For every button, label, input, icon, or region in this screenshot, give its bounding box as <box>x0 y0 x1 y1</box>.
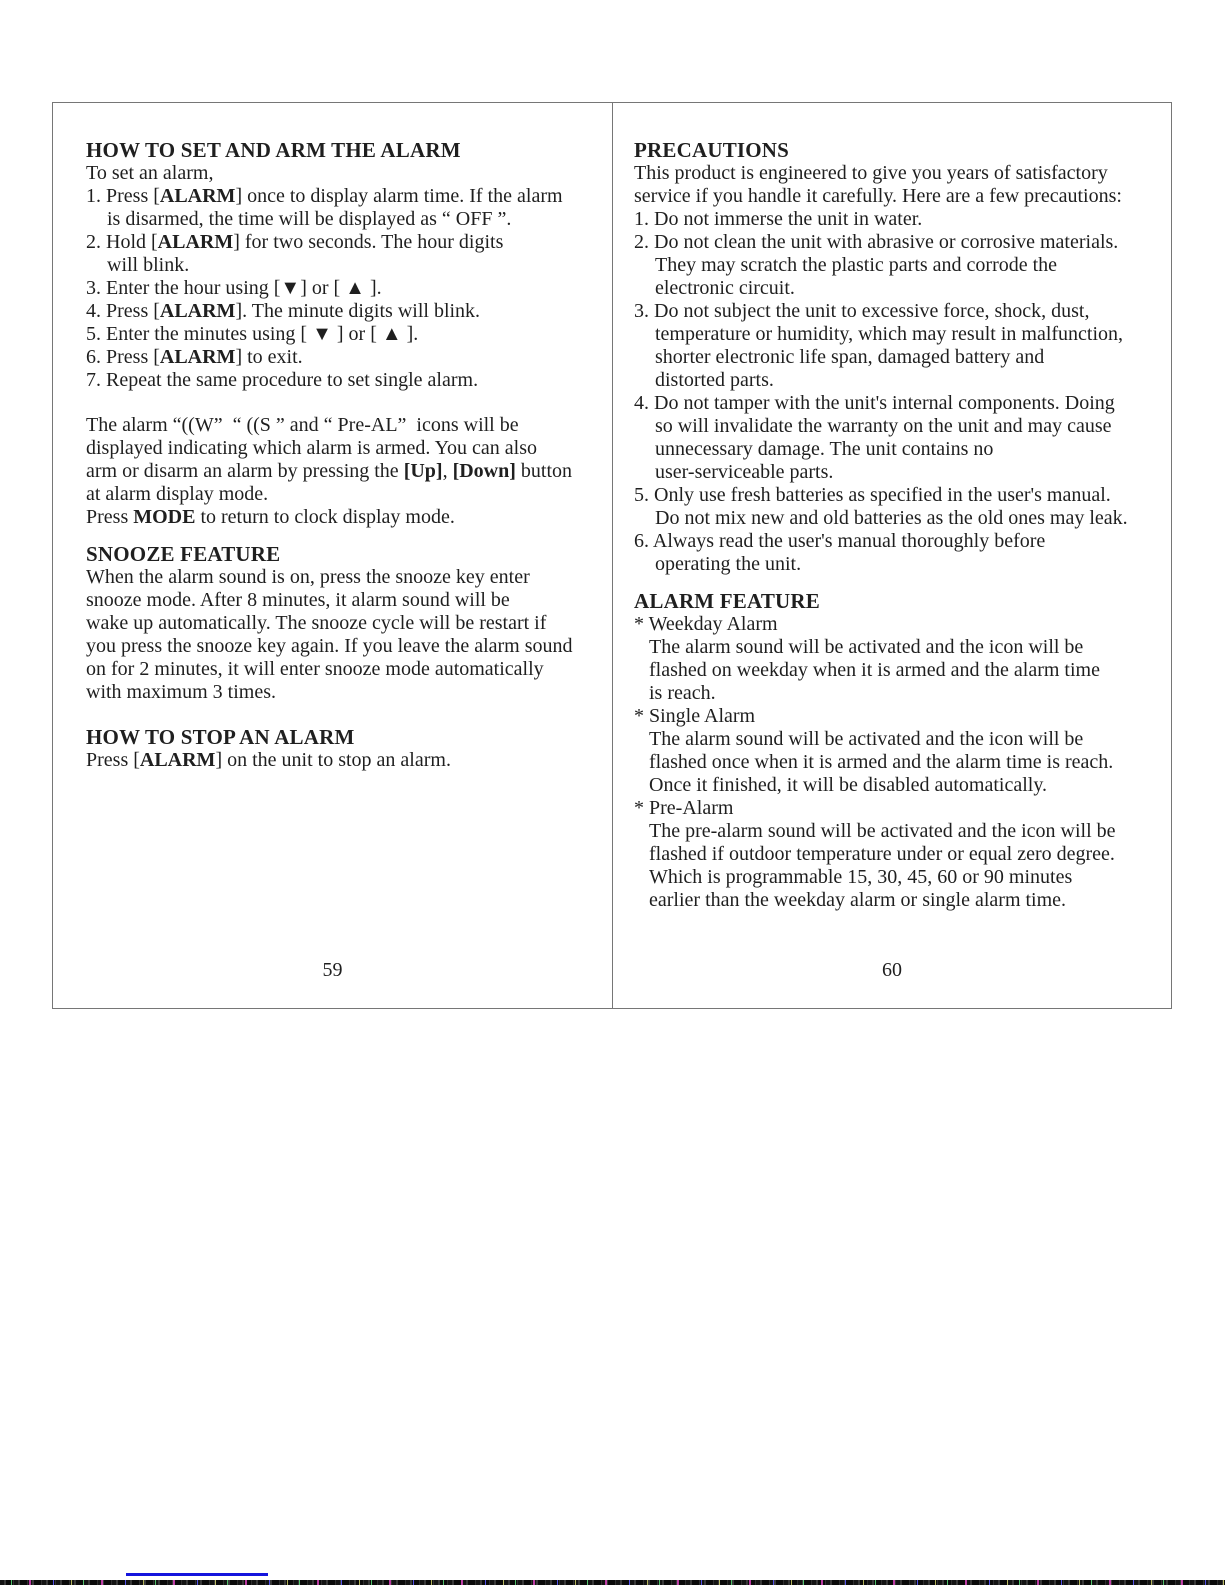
text-line <box>634 553 1171 576</box>
text-line <box>86 749 612 772</box>
text-run: shorter electronic life span, damaged battery and <box>655 346 1045 368</box>
section-heading <box>86 543 612 566</box>
text-run: service if you handle it carefully. Here are a few precautions: <box>634 185 1122 207</box>
text-run: unnecessary damage. The unit contains no <box>655 438 994 460</box>
text-line <box>634 415 1171 438</box>
text-run: 7. Repeat the same procedure to set single alarm. <box>86 369 479 391</box>
text-run: flashed on weekday when it is armed and the alarm time <box>649 659 1100 681</box>
text-run: is disarmed, the time will be displayed as “ OFF ”. <box>107 208 512 230</box>
text-line <box>86 658 612 681</box>
text-run: to return to clock display mode. <box>195 506 455 528</box>
text-line <box>86 437 612 460</box>
bold-text-run: ALARM <box>159 300 236 322</box>
text-run: distorted parts. <box>655 369 774 391</box>
text-run: you press the snooze key again. If you leave the alarm sound <box>86 635 573 657</box>
text-line <box>634 369 1171 392</box>
text-run: ” “ <box>213 414 247 436</box>
text-run: 4. Do not tamper with the unit's internal components. Doing <box>634 392 1115 414</box>
text-line <box>634 728 1171 751</box>
text-run: * Weekday Alarm <box>634 613 778 635</box>
text-run: ” and “ Pre-AL” icons will be <box>270 414 519 436</box>
text-line <box>634 185 1171 208</box>
text-run: Press <box>86 506 134 528</box>
text-run: * Pre-Alarm <box>634 797 734 819</box>
text-run: The alarm sound will be activated and the icon will be <box>649 728 1084 750</box>
section-heading <box>86 139 612 162</box>
manual-page-60 <box>613 103 1171 1008</box>
text-run: When the alarm sound is on, press the snooze key enter <box>86 566 530 588</box>
text-line <box>86 612 612 635</box>
text-run: ] for two seconds. The hour digits <box>233 231 504 253</box>
text-run: Press [ <box>86 749 140 771</box>
text-run: 2. Hold [ <box>86 231 158 253</box>
text-line <box>634 438 1171 461</box>
bold-text-run: [Down] <box>452 460 516 482</box>
text-run: electronic circuit. <box>655 277 795 299</box>
text-run: ] on the unit to stop an alarm. <box>215 749 451 771</box>
bold-text-run: MODE <box>133 506 196 528</box>
text-line <box>634 705 1171 728</box>
text-run: 6. Always read the user's manual thoroughly before <box>634 530 1046 552</box>
text-line <box>634 751 1171 774</box>
manual-sheet-frame <box>52 102 1172 1009</box>
text-run: snooze mode. After 8 minutes, it alarm sound will be <box>86 589 510 611</box>
text-line <box>86 231 612 254</box>
text-line <box>86 566 612 589</box>
text-line <box>634 682 1171 705</box>
text-line <box>86 346 612 369</box>
text-line <box>634 277 1171 300</box>
text-run: displayed indicating which alarm is armed. You can also <box>86 437 538 459</box>
section-heading <box>634 139 1171 162</box>
text-run: wake up automatically. The snooze cycle will be restart if <box>86 612 547 634</box>
text-run: user-serviceable parts. <box>655 461 834 483</box>
text-run: The pre-alarm sound will be activated and the icon will be <box>649 820 1116 842</box>
text-run: 1. Do not immerse the unit in water. <box>634 208 923 230</box>
section-gap <box>86 529 612 543</box>
text-run: temperature or humidity, which may result in malfunction, <box>655 323 1124 345</box>
page-number-59: 59 <box>322 959 343 981</box>
bold-text-run: ALARM <box>139 749 216 771</box>
text-run: 5. Only use fresh batteries as specified in the user's manual. <box>634 484 1111 506</box>
text-run: flashed once when it is armed and the alarm time is reach. <box>649 751 1114 773</box>
section-heading <box>86 726 612 749</box>
text-run: flashed if outdoor temperature under or equal zero degree. <box>649 843 1115 865</box>
text-run: PRECAUTIONS <box>634 138 790 162</box>
text-run: To set an alarm, <box>86 162 214 184</box>
text-run: is reach. <box>649 682 716 704</box>
text-line <box>86 506 612 529</box>
text-run: They may scratch the plastic parts and corrode the <box>655 254 1058 276</box>
text-run: This product is engineered to give you years of satisfactory <box>634 162 1108 184</box>
text-line <box>86 208 612 231</box>
text-run: so will invalidate the warranty on the unit and may cause <box>655 415 1112 437</box>
text-line <box>86 162 612 185</box>
text-line <box>634 162 1171 185</box>
page-60-text <box>634 139 1171 912</box>
text-run: ]. The minute digits will blink. <box>235 300 481 322</box>
text-run: ] to exit. <box>235 346 303 368</box>
text-run: at alarm display mode. <box>86 483 269 505</box>
text-line <box>86 323 612 346</box>
bold-text-run: ALARM <box>157 231 234 253</box>
text-line <box>634 231 1171 254</box>
text-run: 1. Press [ <box>86 185 160 207</box>
text-run: The alarm “ <box>86 414 182 436</box>
text-run: button <box>515 460 573 482</box>
text-run: on for 2 minutes, it will enter snooze mode automatically <box>86 658 544 680</box>
text-run: operating the unit. <box>655 553 802 575</box>
section-heading <box>634 590 1171 613</box>
text-line <box>634 530 1171 553</box>
text-run: HOW TO SET AND ARM THE ALARM <box>86 138 461 162</box>
text-line <box>634 507 1171 530</box>
footer-link-underline-mark <box>126 1573 268 1576</box>
text-run: Once it finished, it will be disabled automatically. <box>649 774 1048 796</box>
text-line <box>86 635 612 658</box>
text-line <box>634 774 1171 797</box>
text-line <box>86 300 612 323</box>
text-line <box>634 461 1171 484</box>
text-line <box>86 681 612 704</box>
text-line <box>86 369 612 392</box>
text-line <box>634 843 1171 866</box>
text-run: arm or disarm an alarm by pressing the <box>86 460 404 482</box>
text-line <box>86 483 612 506</box>
text-run: Which is programmable 15, 30, 45, 60 or 90 minutes <box>649 866 1073 888</box>
text-run: 3. Enter the hour using [▼] or [ ▲ ]. <box>86 277 382 299</box>
text-run: 3. Do not subject the unit to excessive force, shock, dust, <box>634 300 1090 322</box>
section-gap <box>86 704 612 726</box>
text-line <box>634 820 1171 843</box>
section-gap <box>86 392 612 414</box>
text-run: The alarm sound will be activated and the icon will be <box>649 636 1084 658</box>
page-59-text <box>86 139 612 772</box>
text-line <box>86 589 612 612</box>
text-run: * Single Alarm <box>634 705 756 727</box>
text-run: with maximum 3 times. <box>86 681 276 703</box>
text-line <box>634 613 1171 636</box>
text-run: Do not mix new and old batteries as the old ones may leak. <box>655 507 1128 529</box>
text-line <box>634 300 1171 323</box>
text-line <box>86 414 612 437</box>
section-gap <box>634 576 1171 590</box>
text-line <box>634 392 1171 415</box>
bold-text-run: ALARM <box>159 185 236 207</box>
text-line <box>634 323 1171 346</box>
text-line <box>634 797 1171 820</box>
single-alarm-wave-icon: ((S <box>246 414 271 436</box>
text-line <box>634 208 1171 231</box>
manual-page-59 <box>53 103 613 1008</box>
text-line <box>634 889 1171 912</box>
page-number-60: 60 <box>882 959 902 981</box>
text-run: 2. Do not clean the unit with abrasive or corrosive materials. <box>634 231 1119 253</box>
weekday-alarm-wave-icon: ((W <box>181 414 214 436</box>
text-run: earlier than the weekday alarm or single alarm time. <box>649 889 1067 911</box>
text-run: , <box>442 460 453 482</box>
text-run: SNOOZE FEATURE <box>86 542 281 566</box>
scan-noise-strip <box>0 1580 1225 1585</box>
bold-text-run: ALARM <box>159 346 236 368</box>
text-line <box>86 277 612 300</box>
text-line <box>634 636 1171 659</box>
text-line <box>86 185 612 208</box>
text-line <box>86 460 612 483</box>
text-line <box>634 484 1171 507</box>
text-line <box>634 254 1171 277</box>
text-run: ALARM FEATURE <box>634 589 820 613</box>
text-line <box>634 659 1171 682</box>
text-run: HOW TO STOP AN ALARM <box>86 725 355 749</box>
bold-text-run: [Up] <box>403 460 443 482</box>
text-run: 6. Press [ <box>86 346 160 368</box>
text-run: 5. Enter the minutes using [ ▼ ] or [ ▲ ]. <box>86 323 419 345</box>
text-run: 4. Press [ <box>86 300 160 322</box>
text-line <box>634 866 1171 889</box>
text-line <box>634 346 1171 369</box>
text-line <box>86 254 612 277</box>
text-run: ] once to display alarm time. If the alarm <box>235 185 563 207</box>
text-run: will blink. <box>107 254 190 276</box>
